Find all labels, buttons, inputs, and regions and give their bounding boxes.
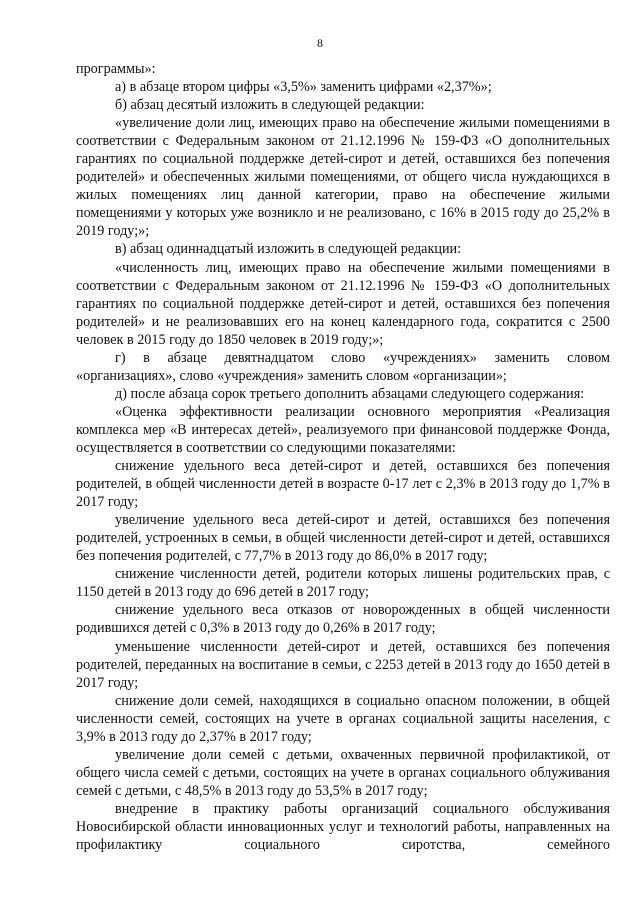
- paragraph-item-b: б) абзац десятый изложить в следующей редакции:: [115, 97, 425, 114]
- paragraph-quote-evaluation: «Оценка эффективности реализации основного мероприятия «Реализация комплекса мер «В интересах детей», реализуемого при финансовой поддержке Фонда, осуществляется в соответствии со следующими показателями:: [76, 403, 610, 456]
- paragraph-indicator-deprived-rights: снижение численности детей, родители которых лишены родительских прав, с 1150 детей в 2013 году до 696 детей в 2017 году;: [76, 566, 610, 601]
- paragraph-program-end: программы»:: [76, 61, 156, 77]
- paragraph-indicator-dangerous-families: снижение доли семей, находящихся в социально опасном положении, в общей численности семей, состоящих на учете в органах социальной защиты населения, с 3,9% в 2013 году до 2,37% в 2017 году;: [76, 692, 610, 745]
- paragraph-quote-housing-count: «численность лиц, имеющих право на обеспечение жилыми помещениями в соответствии с Федеральным законом от 21.12.1996 № 159-ФЗ «О дополнительных гарантиях по социальной поддержке детей-сирот и детей, оставшихся без попечения родителей» и не реализовавших его на конец календарного года, сократится с 2500 человек в 2015 году до 1850 человек в 2019 году;»;: [76, 259, 610, 348]
- paragraph-quote-housing-share: «увеличение доли лиц, имеющих право на обеспечение жилыми помещениями в соответствии с Федеральным законом от 21.12.1996 № 159-ФЗ «О дополнительных гарантиях по социальной поддержке детей-сирот и детей, оставшихся без попечения родителей» и обеспеченных жилыми помещениями, от общего числа нуждающихся в жилых помещениях лиц данной категории, право на обеспечение жилыми помещениями у которых уже возникло и не реализовано, с 16% в 2015 году до 25,2% в 2019 году;»;: [76, 115, 610, 240]
- paragraph-item-a: а) в абзаце втором цифры «3,5%» заменить цифрами «2,37%»;: [115, 79, 492, 96]
- paragraph-indicator-orphans-share: снижение удельного веса детей-сирот и детей, оставшихся без попечения родителей, в общей численности детей в возрасте 0-17 лет с 2,3% в 2013 году до 1,7% в 2017 году;: [76, 458, 610, 511]
- paragraph-indicator-newborn-refusals: снижение удельного веса отказов от новорожденных в общей численности родившихся детей с 0,3% в 2013 году до 0,26% в 2017 году;: [76, 602, 610, 637]
- paragraph-indicator-prevention-coverage: увеличение доли семей с детьми, охваченных первичной профилактикой, от общего числа семей с детьми, состоящих на учете в органах социального облуживания семей с детьми, с 48,5% в 2013 году до 53,5% в 2017 году;: [76, 746, 610, 799]
- paragraph-item-g: г) в абзаце девятнадцатом слово «учреждениях» заменить словом «организациях», слово «учреждения» заменить словом «организации»;: [76, 349, 610, 384]
- paragraph-indicator-family-placement: увеличение удельного веса детей-сирот и детей, оставшихся без попечения родителей, устроенных в семьи, в общей численности детей-сирот и детей, оставшихся без попечения родителей, с 77,7% в 2013 году до 86,0% в 2017 году;: [76, 512, 610, 565]
- page-number: 8: [317, 36, 323, 50]
- document-body: [76, 60, 610, 854]
- paragraph-item-v: в) абзац одиннадцатый изложить в следующей редакции:: [115, 241, 462, 258]
- paragraph-indicator-families-transfer: уменьшение численности детей-сирот и детей, оставшихся без попечения родителей, переданных на воспитание в семьи, с 2253 детей в 2013 году до 1650 детей в 2017 году;: [76, 638, 610, 691]
- paragraph-item-d: д) после абзаца сорок третьего дополнить абзацами следующего содержания:: [115, 385, 585, 402]
- paragraph-indicator-innovations: внедрение в практику работы организаций социального обслуживания Новосибирской области инновационных услуг и технологий работы, направленных на профилактику социального сиротства, семейного: [76, 800, 610, 854]
